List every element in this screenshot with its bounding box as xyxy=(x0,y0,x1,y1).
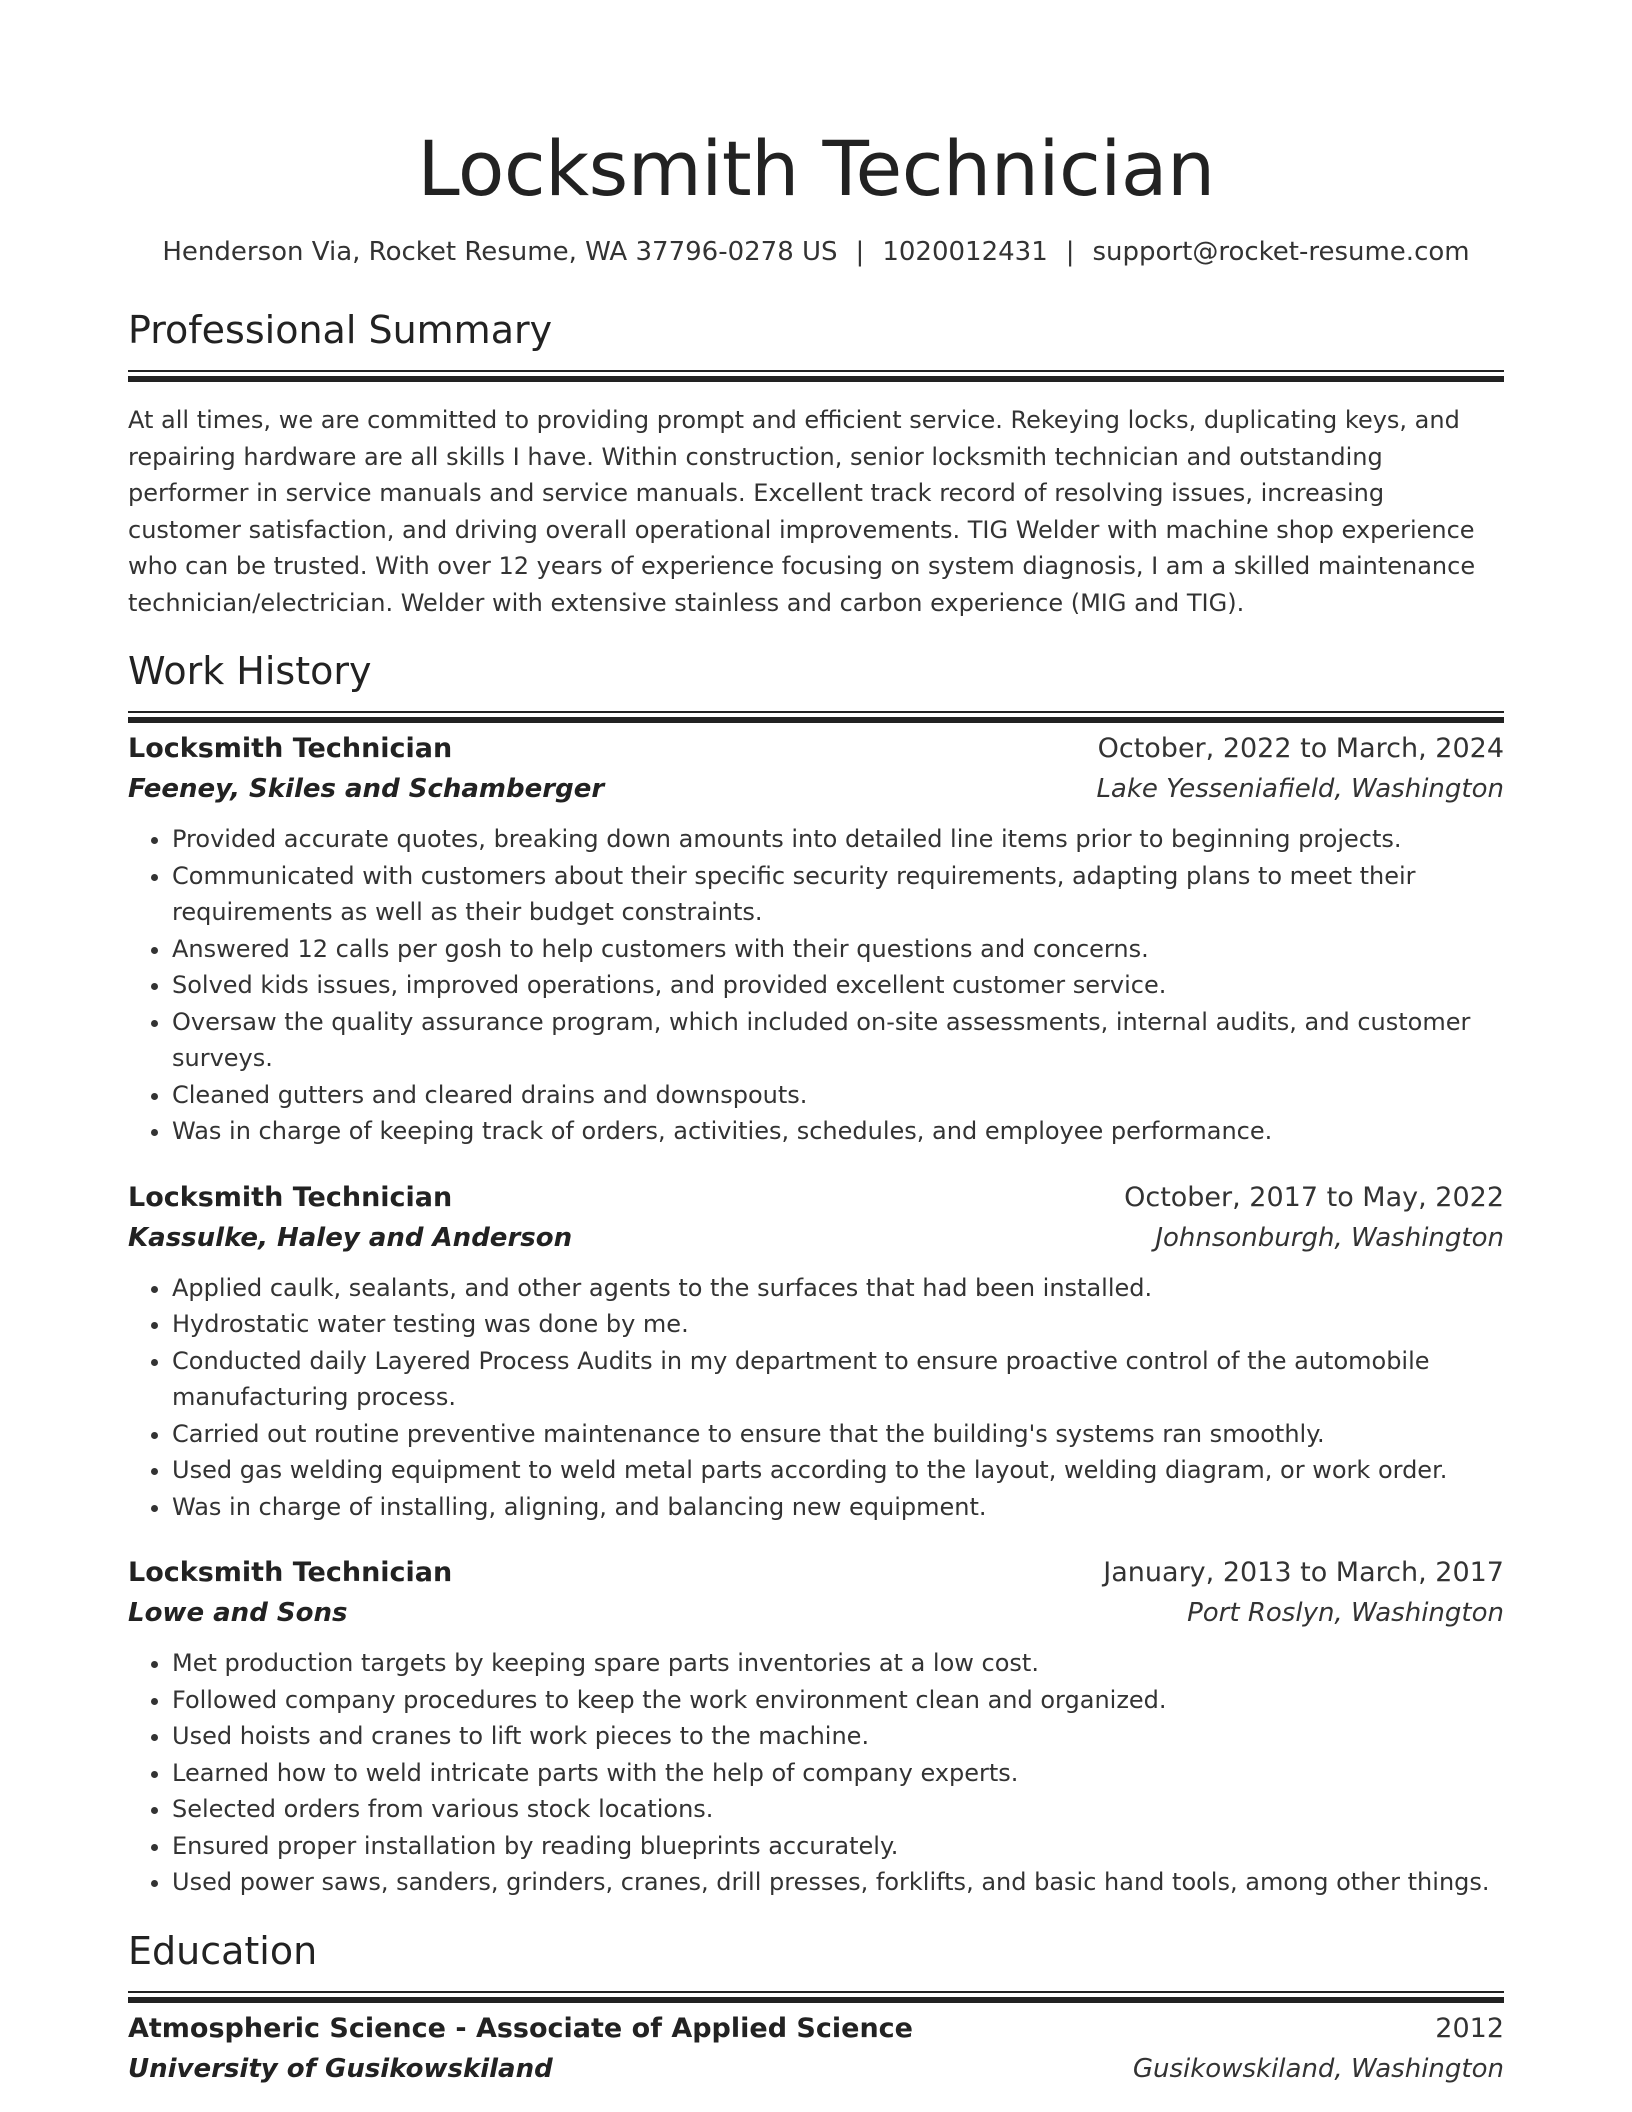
education-header-row xyxy=(128,2009,1504,2049)
job-title: Locksmith Technician xyxy=(128,733,453,764)
summary-text: At all times, we are committed to providing prompt and efficient service. Rekeying locks, duplicating keys, and repairing hardware are all skills I have. Within construction, senior locksmith technician and outstanding performer in service manuals and service manuals. Excellent track record of resolving issues, increasing customer satisfaction, and driving overall operational improvements. TIG Welder with machine shop experience who can be trusted. With over 12 years of experience focusing on system diagnosis, I am a skilled maintenance technician/electrician. Welder with extensive stainless and carbon experience (MIG and TIG). xyxy=(128,406,1476,617)
section-divider xyxy=(128,1991,1504,1993)
list-item: • Used gas welding equipment to weld metal parts according to the layout, welding diagram, or work order. xyxy=(172,1452,1504,1489)
list-item: • Was in charge of keeping track of orders, activities, schedules, and employee performance. xyxy=(172,1113,1504,1150)
job-company: Feeney, Skiles and Schamberger xyxy=(128,774,605,804)
list-item: • Hydrostatic water testing was done by me. xyxy=(172,1306,1504,1343)
job-dates: January, 2013 to March, 2017 xyxy=(1103,1557,1504,1588)
list-item: • Solved kids issues, improved operations, and provided excellent customer service. xyxy=(172,967,1504,1004)
list-item: • Conducted daily Layered Process Audits in my department to ensure proactive control of the automobile manufacturing process. xyxy=(172,1343,1504,1416)
section-divider xyxy=(128,711,1504,713)
job-header-row xyxy=(128,729,1504,769)
job-header-row xyxy=(128,1553,1504,1593)
list-item: • Followed company procedures to keep the work environment clean and organized. xyxy=(172,1682,1504,1719)
education-year: 2012 xyxy=(1435,2012,1504,2044)
list-item: • Learned how to weld intricate parts with the help of company experts. xyxy=(172,1755,1504,1792)
list-item: • Selected orders from various stock locations. xyxy=(172,1791,1504,1828)
contact-phone: 1020012431 xyxy=(882,237,1048,267)
job-dates: October, 2017 to May, 2022 xyxy=(1124,1181,1504,1213)
contact-email: support@rocket-resume.com xyxy=(1092,237,1470,267)
contact-line xyxy=(128,236,1504,268)
list-item: • Cleaned gutters and cleared drains and downspouts. xyxy=(172,1077,1504,1114)
section-title-work-history: Work History xyxy=(128,649,372,693)
job-title: Locksmith Technician xyxy=(128,1557,453,1588)
job-bullets xyxy=(128,1270,1504,1526)
contact-address: Henderson Via, Rocket Resume, WA 37796-0278 US xyxy=(162,237,838,267)
job-dates: October, 2022 to March, 2024 xyxy=(1097,733,1504,764)
resume-page xyxy=(128,0,1504,2089)
list-item: • Answered 12 calls per gosh to help customers with their questions and concerns. xyxy=(172,931,1504,968)
education-degree: Atmospheric Science - Associate of Applied Science xyxy=(128,2012,913,2044)
job-location: Port Roslyn, Washington xyxy=(1187,1598,1504,1628)
list-item: • Communicated with customers about their specific security requirements, adapting plans to meet their requirements as well as their budget constraints. xyxy=(172,858,1504,931)
job-location: Johnsonburgh, Washington xyxy=(1155,1222,1504,1253)
job-location: Lake Yesseniafield, Washington xyxy=(1096,774,1504,804)
education-school: University of Gusikowskiland xyxy=(128,2053,553,2084)
list-item: • Provided accurate quotes, breaking down amounts into detailed line items prior to beginning projects. xyxy=(172,821,1504,858)
section-divider xyxy=(128,370,1504,372)
section-title-education: Education xyxy=(128,1928,318,1973)
job-company-row xyxy=(128,769,1504,809)
contact-separator: | xyxy=(1065,237,1075,267)
resume-name: Locksmith Technician xyxy=(417,124,1215,213)
job-header-row xyxy=(128,1178,1504,1218)
job-bullets xyxy=(128,1645,1504,1901)
list-item: • Applied caulk, sealants, and other agents to the surfaces that had been installed. xyxy=(172,1270,1504,1307)
education-location: Gusikowskiland, Washington xyxy=(1132,2053,1504,2084)
job-bullets xyxy=(128,821,1504,1150)
job-title: Locksmith Technician xyxy=(128,1181,453,1213)
contact-separator: | xyxy=(855,237,865,267)
job-entry xyxy=(128,729,1504,1150)
job-entry xyxy=(128,1178,1504,1526)
list-item: • Used hoists and cranes to lift work pieces to the machine. xyxy=(172,1718,1504,1755)
job-entry xyxy=(128,1553,1504,1901)
list-item: • Used power saws, sanders, grinders, cranes, drill presses, forklifts, and basic hand tools, among other things. xyxy=(172,1864,1504,1901)
list-item: • Oversaw the quality assurance program, which included on-site assessments, internal audits, and customer surveys. xyxy=(172,1004,1504,1077)
education-entry xyxy=(128,2009,1504,2089)
education-school-row xyxy=(128,2049,1504,2089)
list-item: • Met production targets by keeping spare parts inventories at a low cost. xyxy=(172,1645,1504,1682)
section-title-summary: Professional Summary xyxy=(128,308,553,352)
job-company: Kassulke, Haley and Anderson xyxy=(128,1222,573,1253)
list-item: • Carried out routine preventive maintenance to ensure that the building's systems ran smoothly. xyxy=(172,1416,1504,1453)
job-company: Lowe and Sons xyxy=(128,1598,348,1628)
list-item: • Ensured proper installation by reading blueprints accurately. xyxy=(172,1828,1504,1865)
list-item: • Was in charge of installing, aligning, and balancing new equipment. xyxy=(172,1489,1504,1526)
job-company-row xyxy=(128,1593,1504,1633)
job-company-row xyxy=(128,1218,1504,1258)
